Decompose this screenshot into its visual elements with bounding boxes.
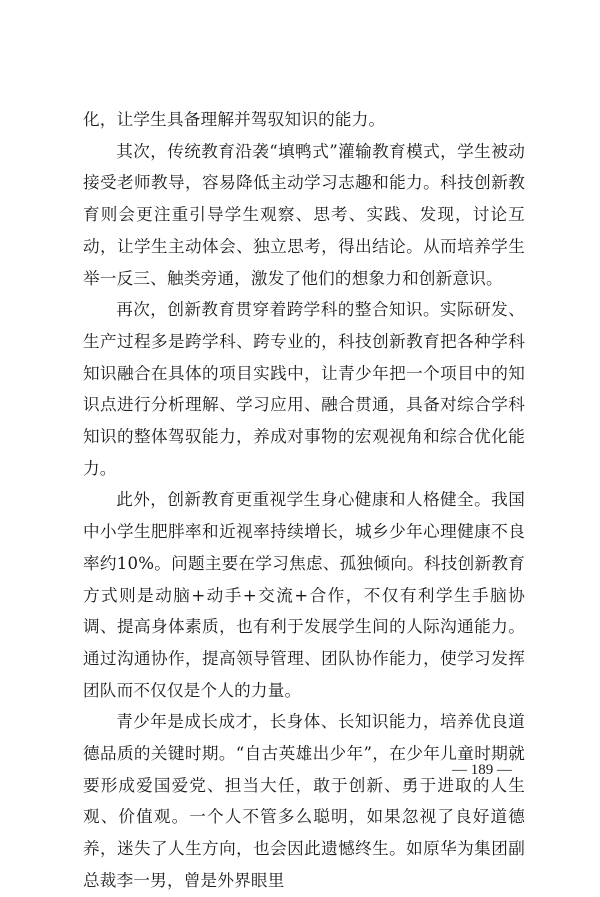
paragraph-continuation: 化，让学生具备理解并驾驭知识的能力。 (83, 110, 386, 129)
page-number: — 189 — (452, 762, 512, 778)
paragraph-youth: 青少年是成长成才，长身体、长知识能力，培养优良道德品质的关键时期。“自古英雄出少年”，在少年儿童时期就要形成爱国爱党、担当大任，敢于创新、勇于进取的人生观、价值观。一个人不管多么聪明，如果忽视了良好道德养，迷失了人生方向，也会因此遗憾终生。如原华为集团副总裁李一男，曾是外界眼里 (83, 712, 525, 890)
paragraph-interdisciplinary: 再次，创新教育贯穿着跨学科的整合知识。实际研发、生产过程多是跨学科、跨专业的，科技创新教育把各种学科知识融合在具体的项目实践中，让青少年把一个项目中的知识点进行分析理解、学习应用、融合贯通，具备对综合学科知识的整体驾驭能力，养成对事物的宏观视角和综合优化能力。 (83, 300, 525, 478)
paragraph-health: 此外，创新教育更重视学生身心健康和人格健全。我国中小学生肥胖率和近视率持续增长，城乡少年心理健康不良率约10%。问题主要在学习焦虑、孤独倾向。科技创新教育方式则是动脑+动手+交流+合作，不仅有利学生手脑协调、提高身体素质，也有利于发展学生间的人际沟通能力。通过沟通协作，提高领导管理、团队协作能力，使学习发挥团队而不仅仅是个人的力量。 (83, 490, 525, 700)
paragraph-traditional-education: 其次，传统教育沿袭“填鸭式”灌输教育模式，学生被动接受老师教导，容易降低主动学习志趣和能力。科技创新教育则会更注重引导学生观察、思考、实践、发现，讨论互动，让学生主动体会、独立思考，得出结论。从而培养学生举一反三、触类旁通，激发了他们的想象力和创新意识。 (83, 141, 525, 288)
